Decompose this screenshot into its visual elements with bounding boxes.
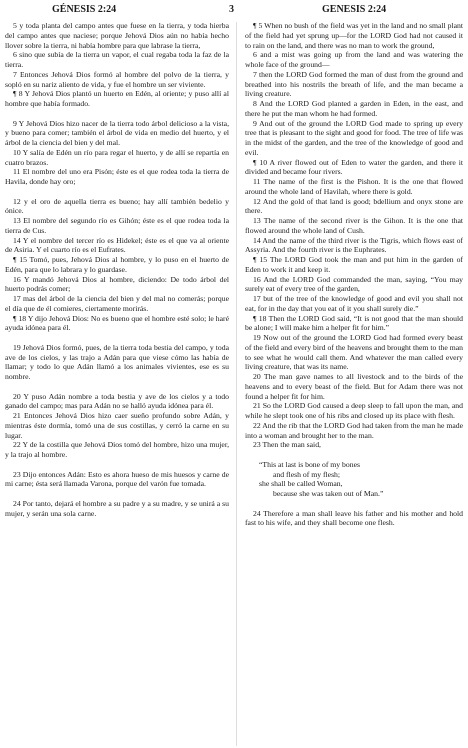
english-verse: 12 And the gold of that land is good; bdellium and onyx stone are there. — [245, 196, 463, 216]
english-verse: 6 and a mist was going up from the land and was watering the whole face of the ground— — [245, 50, 463, 69]
english-verse: she shall be called Woman, — [259, 479, 343, 489]
english-verse: and flesh of my flesh; — [273, 469, 341, 479]
english-verse: 24 Therefore a man shall leave his father and his mother and hold fast to his wife, and they shall become one flesh. — [245, 508, 463, 528]
spanish-verse: ¶ 18 Y dijo Jehová Dios: No es bueno que el hombre esté solo; le haré ayuda idónea para él. — [5, 313, 229, 333]
english-verse: 7 then the LORD God formed the man of dust from the ground and breathed into his nostrils the breath of life, and the man became a living creature. — [245, 69, 463, 99]
spanish-verse: 19 Jehová Dios formó, pues, de la tierra toda bestia del campo, y toda ave de los cielos, y las trajo a Adán para que viese cómo las había de llamar; y todo lo que Adán llamó a los animales vivientes, ese es su nombre. — [5, 342, 229, 381]
spanish-verse: 14 Y el nombre del tercer río es Hidekel; éste es el que va al oriente de Asiria. Y el cuarto río es el Eufrates. — [5, 235, 229, 255]
english-verse: 16 And the LORD God commanded the man, saying, “You may surely eat of every tree of the garden, — [245, 274, 463, 294]
english-verse: ¶ 18 Then the LORD God said, “It is not good that the man should be alone; I will make him a helper fit for him.” — [245, 313, 463, 333]
spanish-verse: 7 Entonces Jehová Dios formó al hombre del polvo de la tierra, y sopló en su nariz aliento de vida, y fue el hombre un ser viviente. — [5, 69, 229, 89]
spanish-verse: ¶ 8 Y Jehová Dios plantó un huerto en Edén, al oriente; y puso allí al hombre que había formado. — [5, 89, 229, 108]
spanish-verse: 12 y el oro de aquella tierra es bueno; hay allí también bedelio y ónice. — [5, 196, 229, 216]
english-verse: 9 And out of the ground the LORD God made to spring up every tree that is pleasant to the sight and good for food. The tree of life was in the midst of the garden, and the tree of the knowledge of good and evil. — [245, 118, 463, 157]
spanish-verse: 23 Dijo entonces Adán: Esto es ahora hueso de mis huesos y carne de mi carne; ésta será llamada Varona, porque del varón fue tomada. — [5, 469, 229, 489]
column-divider — [236, 22, 237, 746]
english-verse: 21 So the LORD God caused a deep sleep to fall upon the man, and while he slept took one of his ribs and closed up its place with flesh. — [245, 401, 463, 420]
english-verse: “This at last is bone of my bones — [259, 459, 360, 469]
english-verse: 22 And the rib that the LORD God had taken from the man he made into a woman and brought her to the man. — [245, 420, 463, 440]
english-verse: 17 but of the tree of the knowledge of good and evil you shall not eat, for in the day that you eat of it you shall surely die.” — [245, 294, 463, 313]
spanish-verse: 24 Por tanto, dejará el hombre a su padre y a su madre, y se unirá a su mujer, y serán una sola carne. — [5, 498, 229, 518]
english-verse: ¶ 5 When no bush of the field was yet in the land and no small plant of the field had yet sprung up—for the LORD God had not caused it to rain on the land, and there was no man to work the ground, — [245, 21, 463, 50]
english-verse: 8 And the LORD God planted a garden in Eden, in the east, and there he put the man whom he had formed. — [245, 99, 463, 118]
english-verse: 19 Now out of the ground the LORD God had formed every beast of the field and every bird of the heavens and brought them to the man to see what he would call them. And whatever the man called every living creature, that was its name. — [245, 333, 463, 372]
spanish-verse: 5 y toda planta del campo antes que fuese en la tierra, y toda hierba del campo antes que naciese; porque Jehová Dios aún no había hecho llover sobre la tierra, ni había hombre para que labrase la tierra, — [5, 21, 229, 50]
english-column — [245, 21, 463, 528]
spanish-verse: 17 mas del árbol de la ciencia del bien y del mal no comerás; porque el día que de él comieres, ciertamente morirás. — [5, 294, 229, 313]
english-verse: 11 The name of the first is the Pishon. It is the one that flowed around the whole land of Havilah, where there is gold. — [245, 177, 463, 196]
english-verse: because she was taken out of Man.” — [273, 489, 384, 498]
spanish-verse: 22 Y de la costilla que Jehová Dios tomó del hombre, hizo una mujer, y la trajo al hombre. — [5, 440, 229, 459]
english-verse: 14 And the name of the third river is the Tigris, which flows east of Assyria. And the fourth river is the Euphrates. — [245, 235, 463, 255]
english-verse: 20 The man gave names to all livestock and to the birds of the heavens and to every beast of the field. But for Adam there was not found a helper fit for him. — [245, 372, 463, 401]
spanish-verse: 16 Y mandó Jehová Dios al hombre, diciendo: De todo árbol del huerto podrás comer; — [5, 274, 229, 294]
english-verse: 23 Then the man said, — [253, 440, 321, 450]
spanish-column — [5, 21, 229, 518]
spanish-verse: ¶ 15 Tomó, pues, Jehová Dios al hombre, y lo puso en el huerto de Edén, para que lo labrara y lo guardase. — [5, 255, 229, 274]
page-number: 3 — [229, 4, 234, 15]
spanish-verse: 6 sino que subía de la tierra un vapor, el cual regaba toda la faz de la tierra. — [5, 50, 229, 69]
spanish-verse: 20 Y puso Adán nombre a toda bestia y ave de los cielos y a todo ganado del campo; mas para Adán no se halló ayuda idónea para él. — [5, 391, 229, 411]
english-verse: ¶ 10 A river flowed out of Eden to water the garden, and there it divided and became four rivers. — [245, 157, 463, 177]
english-verse: ¶ 15 The LORD God took the man and put him in the garden of Eden to work it and keep it. — [245, 255, 463, 274]
page-header — [0, 4, 468, 18]
english-verse: 13 The name of the second river is the Gihon. It is the one that flowed around the whole land of Cush. — [245, 216, 463, 235]
spanish-verse: 10 Y salía de Edén un río para regar el huerto, y de allí se repartía en cuatro brazos. — [5, 147, 229, 167]
spanish-verse: 21 Entonces Jehová Dios hizo caer sueño profundo sobre Adán, y mientras éste dormía, tomó una de sus costillas, y cerró la carne en su lugar. — [5, 411, 229, 440]
spanish-verse: 11 El nombre del uno era Pisón; éste es el que rodea toda la tierra de Havila, donde hay oro; — [5, 167, 229, 186]
header-reference-spanish: GÉNESIS 2:24 — [52, 4, 117, 15]
spanish-verse: 13 El nombre del segundo río es Gihón; éste es el que rodea toda la tierra de Cus. — [5, 216, 229, 235]
header-reference-english: GENESIS 2:24 — [322, 4, 387, 15]
spanish-verse: 9 Y Jehová Dios hizo nacer de la tierra todo árbol delicioso a la vista, y bueno para comer; también el árbol de vida en medio del huerto, y el árbol de la ciencia del bien y del mal. — [5, 118, 229, 147]
